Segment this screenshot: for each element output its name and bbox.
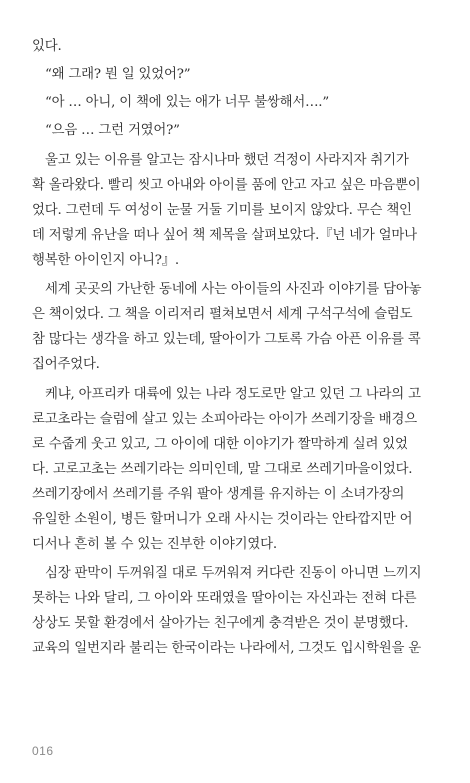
text-line: 못하는 나와 달리, 그 아이와 또래였을 딸아이는 자신과는 전혀 다른 [32,591,417,606]
text-line: 다. 고로고초는 쓰레기라는 의미인데, 말 그대로 쓰레기마을이었다. [32,462,413,477]
text-line: 상상도 못할 환경에서 살아가는 친구에게 충격받은 것이 분명했다. [32,616,409,631]
text-line: 디서나 흔히 볼 수 있는 진부한 이야기였다. [32,537,277,552]
text-line: 유일한 소원이, 병든 할머니가 오래 사시는 것이라는 안타깝지만 어 [32,512,413,527]
text-line: 울고 있는 이유를 알고는 잠시나마 했던 걱정이 사라지자 취기가 [45,153,409,168]
text-line: 참 많다는 생각을 하고 있는데, 딸아이가 그토록 가슴 아픈 이유를 콕 [32,332,421,347]
text-line: 은 책이었다. 그 책을 이리저리 펼쳐보면서 세계 구석구석에 슬럼도 [32,307,413,322]
text-line: 집어주었다. [32,357,100,372]
text-line: 데 저렇게 유난을 떠나 싶어 책 제목을 살펴보았다.『넌 네가 얼마나 [32,228,417,243]
text-line: 심장 판막이 두꺼워질 대로 두꺼워져 커다란 진동이 아니면 느끼지 [45,566,422,581]
text-line: 확 올라왔다. 빨리 씻고 아내와 아이를 품에 안고 자고 싶은 마음뿐이 [32,178,421,193]
dialogue-line: “왜 그래? 뭔 일 있었어?” [45,67,191,82]
text-line: 행복한 아이인지 아니?』. [32,253,179,268]
text-line: 로 수줍게 웃고 있고, 그 아이에 대한 이야기가 짤막하게 실려 있었 [32,437,408,452]
text-line: 케냐, 아프리카 대륙에 있는 나라 정도로만 알고 있던 그 나라의 고 [45,387,421,402]
text-line: 로고초라는 슬럼에 살고 있는 소피아라는 아이가 쓰레기장을 배경으 [32,412,417,427]
page-number: 016 [32,744,54,758]
text-line: 교육의 일번지라 불리는 한국이라는 나라에서, 그것도 입시학원을 운 [32,641,422,656]
text-line: 세계 곳곳의 가난한 동네에 사는 아이들의 사진과 이야기를 담아놓 [45,282,422,297]
text-line: 있다. [32,39,62,54]
text-line: 쓰레기장에서 쓰레기를 주워 팔아 생계를 유지하는 이 소녀가장의 [32,487,405,502]
dialogue-line: “아 … 아니, 이 책에 있는 애가 너무 불쌍해서….” [45,95,330,110]
dialogue-line: “으음 … 그런 거였어?” [45,123,180,138]
text-line: 었다. 그런데 두 여성이 눈물 거둘 기미를 보이지 않았다. 무슨 책인 [32,203,412,218]
